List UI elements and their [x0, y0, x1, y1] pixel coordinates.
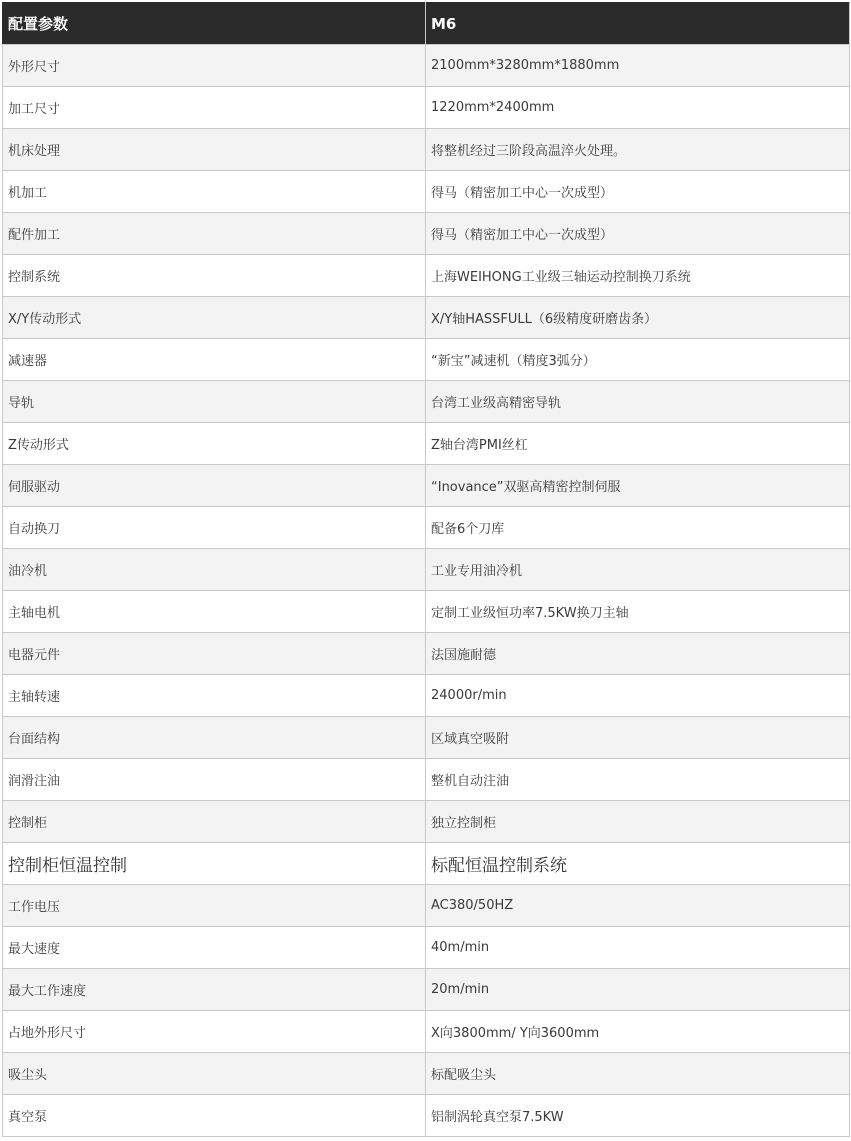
param-cell: 伺服驱动	[3, 465, 426, 507]
table-row	[3, 1053, 850, 1095]
param-cell: 控制系统	[3, 255, 426, 297]
value-cell: X向3800mm/ Y向3600mm	[426, 1011, 850, 1053]
table-row	[3, 885, 850, 927]
param-cell: 减速器	[3, 339, 426, 381]
value-cell: 将整机经过三阶段高温淬火处理。	[426, 129, 850, 171]
value-cell: 得马（精密加工中心一次成型）	[426, 213, 850, 255]
value-cell: 区域真空吸附	[426, 717, 850, 759]
table-row	[3, 801, 850, 843]
param-cell: 润滑注油	[3, 759, 426, 801]
table-row	[3, 843, 850, 885]
header-row	[3, 3, 850, 45]
table-body	[3, 45, 850, 1137]
value-cell: 24000r/min	[426, 675, 850, 717]
table-row	[3, 549, 850, 591]
table-header	[3, 3, 850, 45]
table-row	[3, 297, 850, 339]
table-row	[3, 969, 850, 1011]
param-cell: 主轴电机	[3, 591, 426, 633]
table-row	[3, 1095, 850, 1137]
table-row	[3, 675, 850, 717]
table-row	[3, 591, 850, 633]
param-cell: X/Y传动形式	[3, 297, 426, 339]
value-cell: 20m/min	[426, 969, 850, 1011]
value-cell: 台湾工业级高精密导轨	[426, 381, 850, 423]
param-cell: 机床处理	[3, 129, 426, 171]
param-cell: 外形尺寸	[3, 45, 426, 87]
value-cell: 铝制涡轮真空泵7.5KW	[426, 1095, 850, 1137]
value-cell: “Inovance”双驱高精密控制伺服	[426, 465, 850, 507]
value-cell: 法国施耐德	[426, 633, 850, 675]
param-cell: 占地外形尺寸	[3, 1011, 426, 1053]
param-cell: 真空泵	[3, 1095, 426, 1137]
value-cell: 整机自动注油	[426, 759, 850, 801]
value-cell: 得马（精密加工中心一次成型）	[426, 171, 850, 213]
table-row	[3, 171, 850, 213]
value-cell: 1220mm*2400mm	[426, 87, 850, 129]
value-cell: 定制工业级恒功率7.5KW换刀主轴	[426, 591, 850, 633]
param-cell: 台面结构	[3, 717, 426, 759]
param-cell: 控制柜	[3, 801, 426, 843]
value-cell: 上海WEIHONG工业级三轴运动控制换刀系统	[426, 255, 850, 297]
value-cell: 2100mm*3280mm*1880mm	[426, 45, 850, 87]
table-row	[3, 717, 850, 759]
table-row	[3, 633, 850, 675]
table-row	[3, 423, 850, 465]
table-row	[3, 381, 850, 423]
value-cell: 独立控制柜	[426, 801, 850, 843]
table-row	[3, 339, 850, 381]
spec-table	[2, 2, 850, 1137]
table-row	[3, 507, 850, 549]
table-row	[3, 1011, 850, 1053]
value-cell: 40m/min	[426, 927, 850, 969]
param-cell: 机加工	[3, 171, 426, 213]
table-row	[3, 87, 850, 129]
value-cell: 标配恒温控制系统	[426, 843, 850, 885]
value-cell: 标配吸尘头	[426, 1053, 850, 1095]
value-cell: “新宝”减速机（精度3弧分）	[426, 339, 850, 381]
param-cell: 主轴转速	[3, 675, 426, 717]
param-cell: Z传动形式	[3, 423, 426, 465]
param-column-header: 配置参数	[3, 3, 426, 45]
table-row	[3, 927, 850, 969]
table-row	[3, 465, 850, 507]
param-cell: 导轨	[3, 381, 426, 423]
value-cell: 配备6个刀库	[426, 507, 850, 549]
model-column-header: M6	[426, 3, 850, 45]
value-cell: AC380/50HZ	[426, 885, 850, 927]
param-cell: 吸尘头	[3, 1053, 426, 1095]
param-cell: 最大工作速度	[3, 969, 426, 1011]
value-cell: Z轴台湾PMI丝杠	[426, 423, 850, 465]
param-cell: 油冷机	[3, 549, 426, 591]
param-cell: 工作电压	[3, 885, 426, 927]
table-row	[3, 129, 850, 171]
param-cell: 电器元件	[3, 633, 426, 675]
param-cell: 最大速度	[3, 927, 426, 969]
param-cell: 配件加工	[3, 213, 426, 255]
param-cell: 自动换刀	[3, 507, 426, 549]
param-cell: 控制柜恒温控制	[3, 843, 426, 885]
table-row	[3, 45, 850, 87]
table-row	[3, 759, 850, 801]
table-row	[3, 255, 850, 297]
value-cell: 工业专用油冷机	[426, 549, 850, 591]
param-cell: 加工尺寸	[3, 87, 426, 129]
table-row	[3, 213, 850, 255]
value-cell: X/Y轴HASSFULL（6级精度研磨齿条）	[426, 297, 850, 339]
